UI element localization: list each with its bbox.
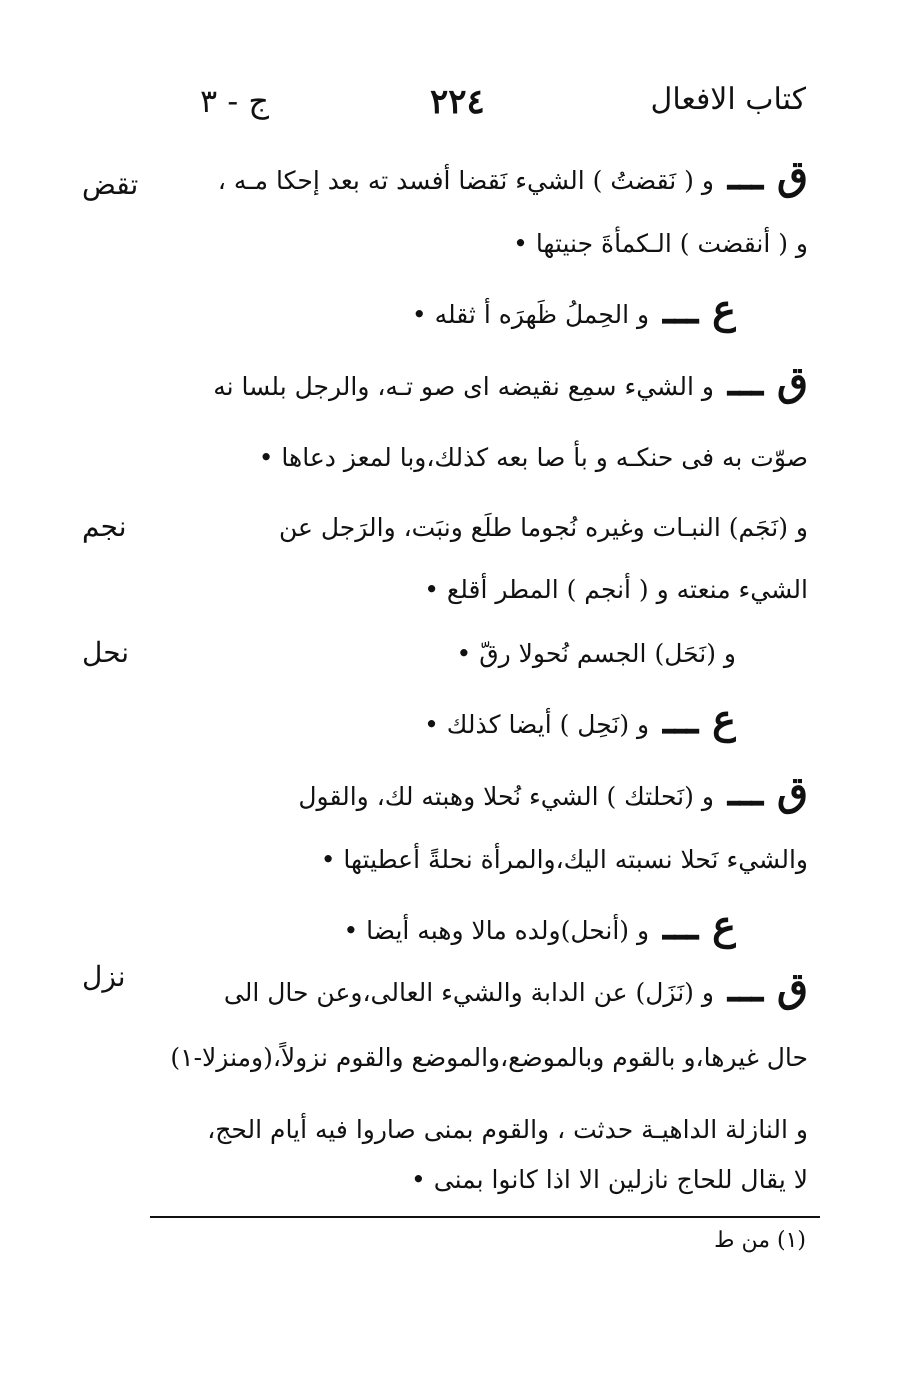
text-line-16: لا يقال للحاج نازلين الا اذا كانوا بمنى • (411, 1165, 808, 1194)
text-line-8: و (نَحَل) الجسم نُحولا رقّ • (456, 639, 736, 668)
line-text: و الحِملُ ظَهرَه أ ثقله • (411, 300, 650, 329)
entry-mark: ع ـــ (663, 700, 736, 743)
entry-mark: ق ـــ (727, 772, 808, 815)
page-number: ٢٢٤ (430, 82, 485, 122)
text-line-10 (168, 772, 808, 817)
text-line-6: و (نَجَم) النبـات وغيره نُجوما طلَع ونبَت، والرَجل عن (278, 513, 808, 542)
margin-headword-3: نحل (82, 636, 130, 669)
text-line-12 (166, 906, 736, 951)
line-text: و ( نَقضتُ ) الشيء نَقضا أفسد ته بعد إحكا مـه ، (217, 166, 714, 195)
text-line-2: و ( أنقضت ) الـكمأةَ جنيتها • (513, 229, 808, 258)
line-text: و (نَحِل ) أيضا كذلك • (424, 710, 650, 739)
footnote-divider (150, 1216, 820, 1218)
text-line-9 (166, 700, 736, 745)
entry-mark: ق ـــ (727, 362, 808, 405)
entry-mark: ق ـــ (727, 156, 808, 199)
text-line-1 (168, 156, 808, 201)
entry-mark: ع ـــ (663, 906, 736, 949)
text-line-4 (168, 362, 808, 407)
volume-label: ج - ٣ (200, 82, 269, 120)
footnote: (١) من ط (714, 1228, 806, 1253)
margin-headword-2: نجم (82, 510, 127, 543)
text-line-11: والشيء نَحلا نسبته اليك،والمرأة نحلةً أعطيتها • (320, 845, 808, 874)
text-line-7: الشيء منعته و ( أنجم ) المطر أقلع • (424, 575, 808, 604)
line-text: و (نَحلتك ) الشيء نُحلا وهبته لك، والقول (298, 782, 714, 811)
running-title: كتاب الافعال (650, 82, 806, 117)
entry-mark: ع ـــ (663, 290, 736, 333)
line-text: و الشيء سمِع نقيضه اى صو تـه، والرجل بلسا نه (213, 372, 714, 401)
text-line-3 (166, 290, 736, 335)
margin-headword-1: تقض (82, 168, 139, 201)
line-text: و (نَزَل) عن الدابة والشيء العالى،وعن حال الى (223, 978, 714, 1007)
text-line-15: و النازلة الداهيـة حدثت ، والقوم بمنى صاروا فيه أيام الحج، (207, 1115, 808, 1144)
text-line-13 (168, 968, 808, 1013)
entry-mark: ق ـــ (727, 968, 808, 1011)
line-text: و (أنحل)ولده مالا وهبه أيضا • (343, 916, 650, 945)
text-line-5: صوّت به فى حنكـه و بأ صا بعه كذلك،وبا لمعز دعاها • (258, 443, 808, 472)
text-line-14: حال غيرها،و بالقوم وبالموضع،والموضع والقوم نزولاً،(ومنزلا-١) (170, 1043, 808, 1072)
margin-headword-4: نزل (82, 960, 126, 993)
